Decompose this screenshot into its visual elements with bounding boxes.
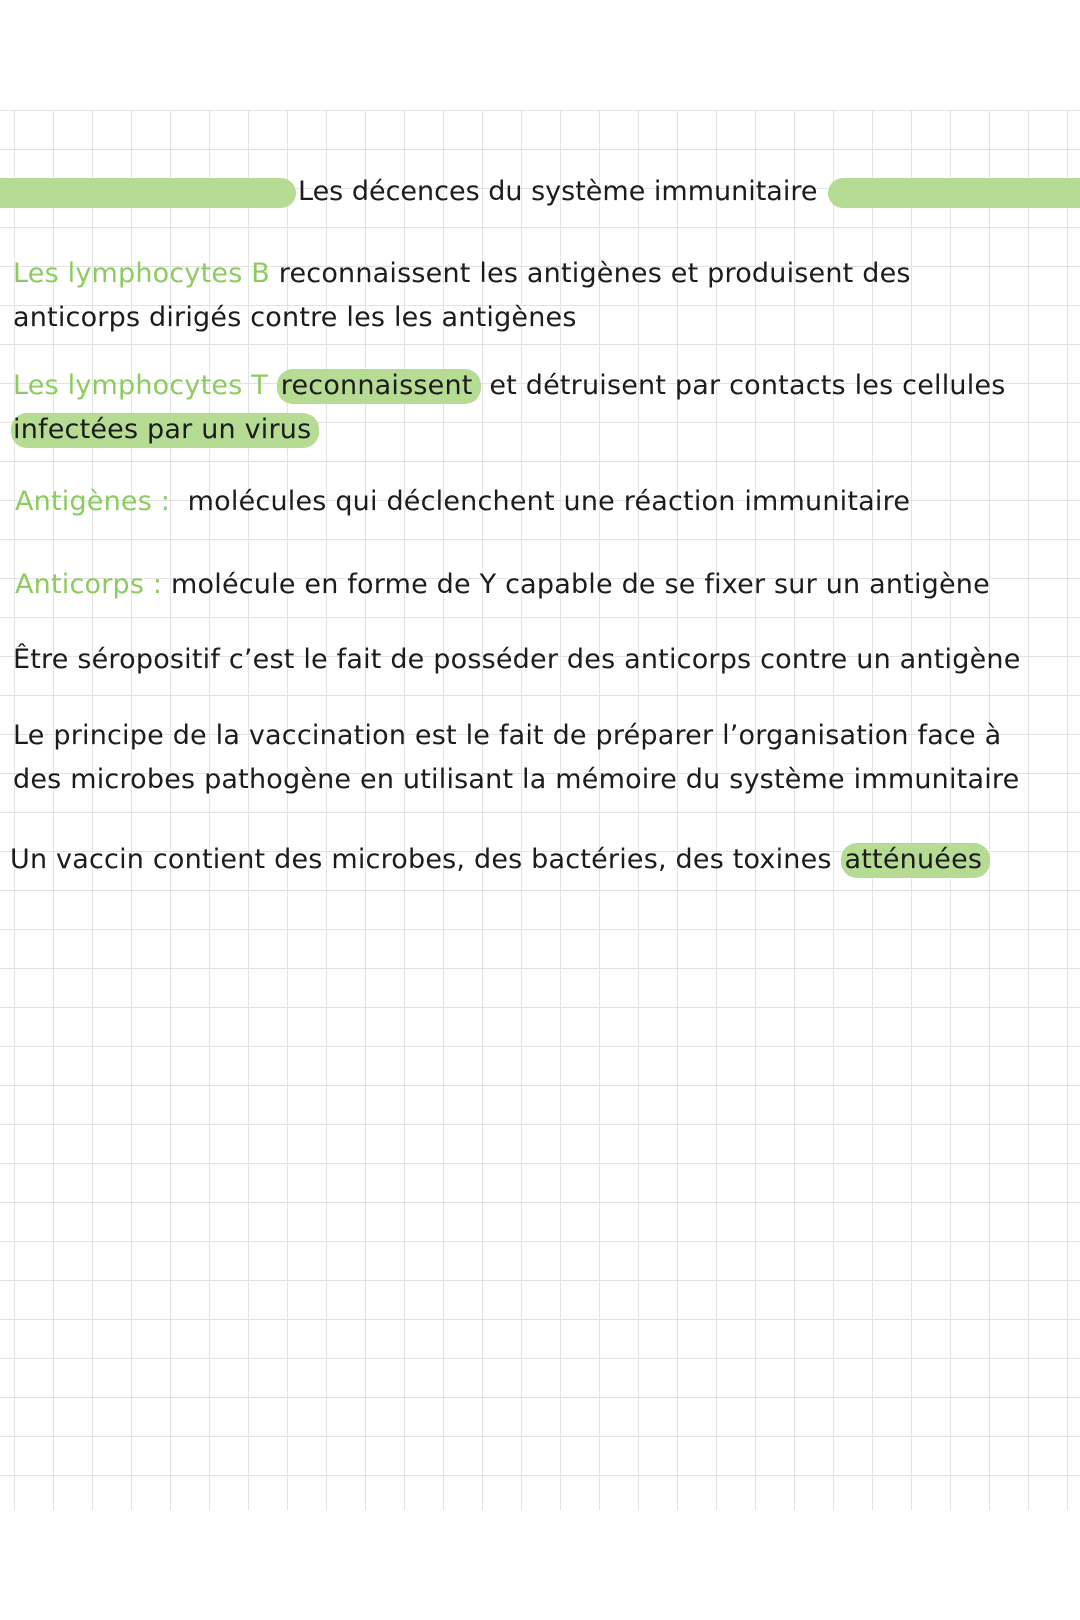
paragraph-seropositif	[13, 638, 1021, 682]
highlight-infectees: infectées par un virus	[11, 413, 319, 448]
vaccination-line-1: Le principe de la vaccination est le fait de préparer l’organisation face à	[13, 720, 1002, 751]
lymphocytes-t-line-2	[13, 408, 1006, 452]
vaccin-text: Un vaccin contient des microbes, des bactéries, des toxines	[10, 844, 832, 875]
antigenes-definition: molécules qui déclenchent une réaction immunitaire	[187, 486, 911, 517]
paragraph-vaccination	[13, 714, 1019, 802]
term-antigenes: Antigènes :	[15, 486, 171, 517]
paragraph-antigenes	[15, 480, 910, 524]
paragraph-vaccin	[10, 838, 990, 882]
lymphocytes-t-line-1	[13, 364, 1006, 408]
paragraph-lymphocytes-b	[13, 252, 911, 340]
lymphocytes-b-line-2: anticorps dirigés contre les les antigènes	[13, 302, 577, 333]
title-bar-right	[828, 178, 1080, 208]
term-anticorps: Anticorps :	[15, 569, 163, 600]
term-lymphocytes-b: Les lymphocytes B	[13, 258, 270, 289]
paragraph-anticorps	[15, 563, 990, 607]
highlight-reconnaissent: reconnaissent	[277, 369, 481, 404]
lymphocytes-b-line-1	[13, 252, 911, 296]
title-banner	[0, 174, 1080, 210]
seropositif-text: Être séropositif c’est le fait de posséder des anticorps contre un antigène	[13, 644, 1021, 675]
page-title: Les décences du système immunitaire	[298, 176, 818, 207]
lymphocytes-t-text: et détruisent par contacts les cellules	[480, 370, 1006, 401]
term-lymphocytes-t: Les lymphocytes T	[13, 370, 268, 401]
lymphocytes-b-text: reconnaissent les antigènes et produisent des	[269, 258, 911, 289]
highlight-attenuees: atténuées	[841, 843, 991, 878]
paragraph-lymphocytes-t	[13, 364, 1006, 452]
anticorps-definition: molécule en forme de Y capable de se fixer sur un antigène	[171, 569, 990, 600]
vaccination-line-2: des microbes pathogène en utilisant la mémoire du système immunitaire	[13, 764, 1020, 795]
title-bar-left	[0, 178, 296, 208]
